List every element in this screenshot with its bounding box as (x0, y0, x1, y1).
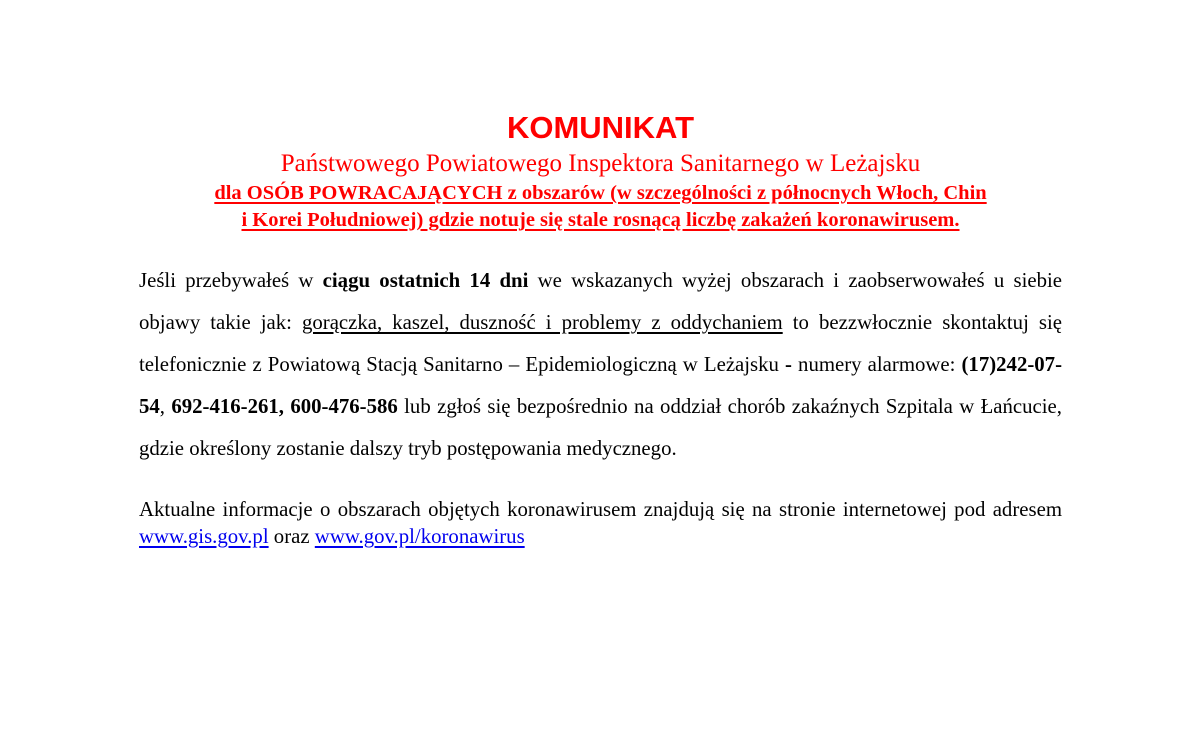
instructions-paragraph (139, 260, 1062, 470)
gov-koronawirus-link[interactable]: www.gov.pl/koronawirus (314, 525, 525, 548)
p1-text-3: to bezzwłocznie skontaktuj się telefonicznie z Powiatową Stacją Sanitarno – Epidemiologiczną w Leżajsku (139, 311, 1062, 376)
p1-text-6: lub zgłoś się bezpośrednio na oddział chorób zakaźnych Szpitala w Łańcucie, gdzie określony zostanie dalszy tryb postępowania medycznego. (139, 395, 1062, 460)
p1-text-2: we wskazanych wyżej obszarach i zaobserwowałeś u siebie objawy takie jak: (139, 269, 1063, 334)
document-title: KOMUNIKAT (506, 110, 695, 145)
headline-line-1: dla OSÓB POWRACAJĄCYCH z obszarów (w szczególności z północnych Włoch, Chin (214, 182, 987, 204)
p2-text-1: Aktualne informacje o obszarach objętych koronawirusem znajdują się na stronie internetowej pod adresem (139, 498, 1062, 521)
p1-text-1: Jeśli przebywałeś w (139, 269, 323, 292)
p1-phone-1: (17)242-07-54 (139, 353, 1062, 418)
p1-dash: - (785, 353, 792, 376)
p1-phone-2: 692-416-261, 600-476-586 (171, 395, 398, 418)
p1-bold-period: ciągu ostatnich 14 dni (322, 269, 529, 292)
document-subtitle: Państwowego Powiatowego Inspektora Sanitarnego w Leżajsku (280, 150, 921, 177)
p1-symptoms: gorączka, kaszel, duszność i problemy z oddychaniem (301, 311, 783, 334)
info-paragraph (139, 496, 1062, 550)
p2-text-2: oraz (268, 525, 315, 548)
document-headline (139, 180, 1062, 234)
p1-text-4: numery alarmowe: (791, 353, 962, 376)
gis-link[interactable]: www.gis.gov.pl (139, 525, 269, 548)
headline-line-2: i Korei Południowej) gdzie notuje się stale rosnącą liczbę zakażeń koronawirusem. (241, 209, 960, 231)
p1-text-5: , (159, 395, 172, 418)
document-page (139, 108, 1062, 550)
